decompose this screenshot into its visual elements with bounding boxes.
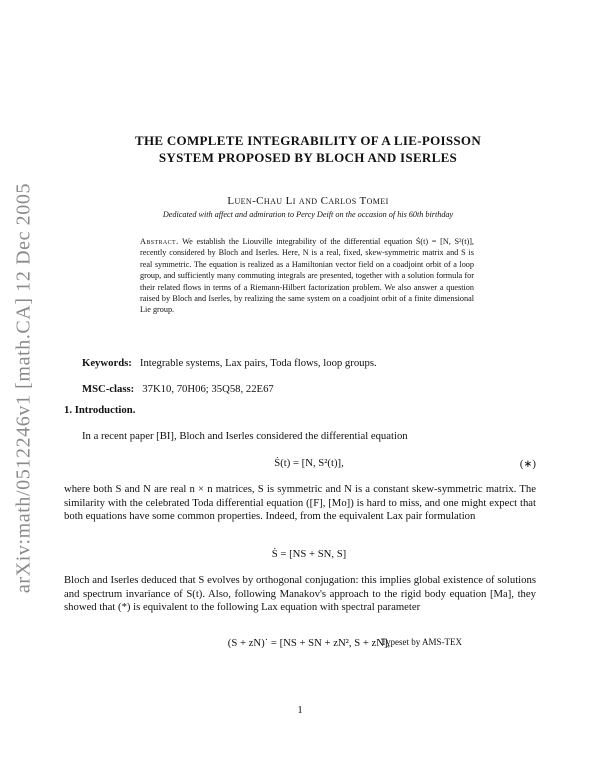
paragraph-2: where both S and N are real n × n matrices, S is symmetric and N is a constant skew-symmetric matrix. The similarity with the celebrated Toda differential equation ([F], [Mo]) is hard to miss, and one might expect that both equations have some common properties. Indeed, from the equivalent Lax pair formulation	[64, 483, 536, 523]
equation-2: Ṡ = [NS + SN, S]	[271, 548, 347, 560]
paragraph-1: In a recent paper [BI], Bloch and Iserles considered the differential equation	[82, 430, 408, 442]
authors: Luen-Chau Li and Carlos Tomei	[227, 195, 389, 207]
title-line-1: THE COMPLETE INTEGRABILITY OF A LIE-POISSON	[134, 133, 482, 148]
dedication: Dedicated with affect and admiration to Percy Deift on the occasion of his 60th birthday	[162, 210, 454, 219]
equation-1-tag: (∗)	[519, 458, 536, 470]
arxiv-sidebar	[0, 0, 48, 776]
paragraph-3: Bloch and Iserles deduced that S evolves by orthogonal conjugation: this implies global existence of solutions and spectrum invariance of S(t). Also, following Manakov's approach to the rigid body equation [Ma], they showed that (*) is equivalent to the following Lax equation with spectral parameter	[64, 574, 536, 614]
msc-label: MSC-class:	[82, 383, 135, 395]
equation-3: (S + zN)˙ = [NS + SN + zN², S + zN],	[227, 637, 391, 649]
abstract-label: Abstract.	[140, 237, 179, 246]
keywords-text: Integrable systems, Lax pairs, Toda flows, loop groups.	[139, 357, 377, 369]
arxiv-identifier: arXiv:math/0512246v1 [math.CA] 12 Dec 2005	[12, 182, 35, 594]
typeset-note: Typeset by AMS-TEX	[381, 637, 462, 647]
page-number: 1	[297, 704, 303, 716]
keywords-label: Keywords:	[82, 357, 132, 369]
msc-class	[82, 383, 274, 395]
abstract-text: We establish the Liouville integrability of the differential equation Ṡ(t) = [N, S²(t)], recently considered by Bloch and Iserles. Here, N is a real, fixed, skew-symmetric matrix and S is real symmetric. The equation is realized as a Hamiltonian vector field on a coadjoint orbit of a loop group, and sufficiently many commuting integrals are presented, together with a solution formula for their related flows in terms of a Riemann-Hilbert factorization problem. We also answer a question raised by Bloch and Iserles, by realizing the same system on a coadjoint orbit of a finite dimensional Lie group.	[140, 237, 474, 315]
msc-text: 37K10, 70H06; 35Q58, 22E67	[142, 383, 274, 395]
keywords	[82, 357, 377, 369]
equation-1: Ṡ(t) = [N, S²(t)],	[274, 457, 344, 469]
paper-title	[80, 132, 536, 166]
title-line-2: SYSTEM PROPOSED BY BLOCH AND ISERLES	[158, 150, 458, 165]
section-heading: 1. Introduction.	[64, 404, 136, 416]
abstract	[140, 236, 474, 316]
